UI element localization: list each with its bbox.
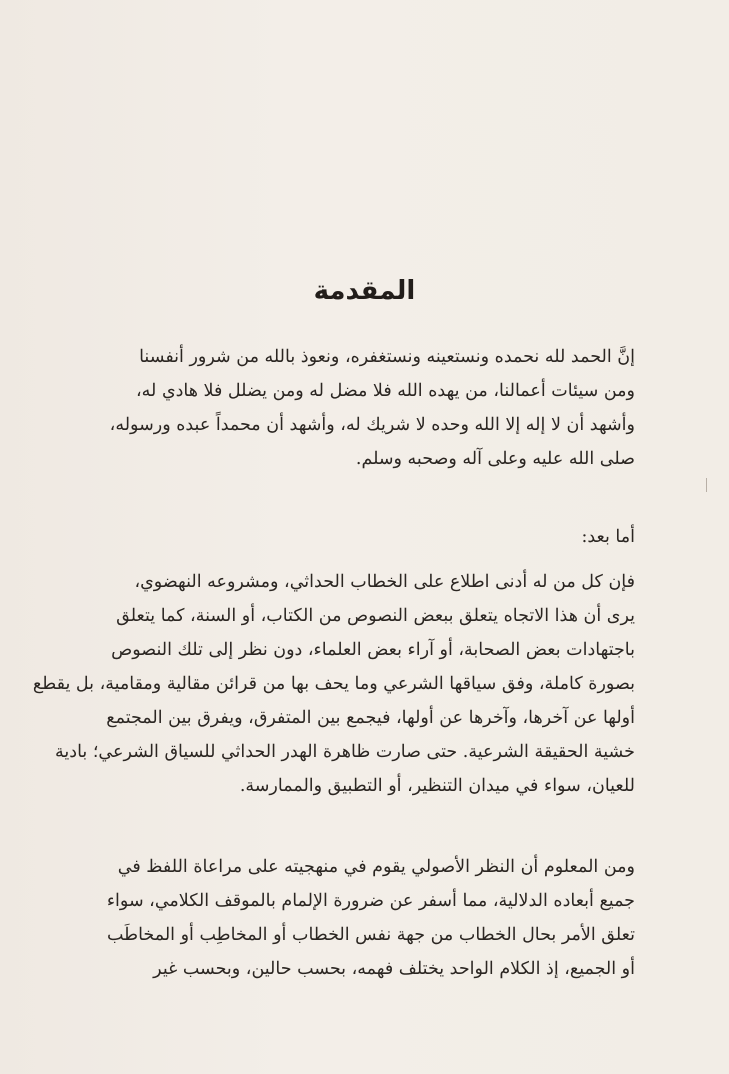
text-line: فإن كل من له أدنى اطلاع على الخطاب الحداثي، ومشروعه النهضوي، bbox=[134, 572, 635, 592]
paragraph-usuli-view bbox=[95, 850, 635, 986]
paragraph-modernist-discourse bbox=[32, 565, 635, 803]
text-line: يرى أن هذا الاتجاه يتعلق ببعض النصوص من الكتاب، أو السنة، كما يتعلق bbox=[116, 606, 635, 626]
page-edge-mark bbox=[706, 478, 707, 492]
text-line: للعيان، سواء في ميدان التنظير، أو التطبيق والممارسة. bbox=[239, 776, 635, 796]
text-line: خشية الحقيقة الشرعية. حتى صارت ظاهرة الهدر الحداثي للسياق الشرعي؛ بادية bbox=[55, 742, 635, 762]
text-line: إنَّ الحمد لله نحمده ونستعينه ونستغفره، ونعوذ بالله من شرور أنفسنا bbox=[139, 347, 635, 367]
text-line: جميع أبعاده الدلالية، مما أسفر عن ضرورة الإلمام بالموقف الكلامي، سواء bbox=[106, 891, 635, 911]
text-line: تعلق الأمر بحال الخطاب من جهة نفس الخطاب أو المخاطِب أو المخاطَب bbox=[106, 925, 635, 945]
text-line: باجتهادات بعض الصحابة، أو آراء بعض العلماء، دون نظر إلى تلك النصوص bbox=[111, 640, 635, 660]
text-line: أو الجميع، إذ الكلام الواحد يختلف فهمه، بحسب حالين، وبحسب غير bbox=[153, 959, 635, 979]
paragraph-ama-baad bbox=[95, 520, 635, 554]
text-line: أما بعد: bbox=[581, 527, 635, 547]
text-line: بصورة كاملة، وفق سياقها الشرعي وما يحف بها من قرائن مقالية ومقامية، بل يقطع bbox=[32, 674, 635, 694]
paragraph-opening bbox=[95, 340, 635, 476]
text-line: ومن سيئات أعمالنا، من يهده الله فلا مضل له ومن يضلل فلا هادي له، bbox=[136, 381, 635, 401]
text-line: صلى الله عليه وعلى آله وصحبه وسلم. bbox=[355, 449, 635, 469]
page-title: المقدمة bbox=[313, 276, 416, 306]
text-line: أولها عن آخرها، وآخرها عن أولها، فيجمع بين المتفرق، ويفرق بين المجتمع bbox=[106, 708, 635, 728]
text-line: وأشهد أن لا إله إلا الله وحده لا شريك له، وأشهد أن محمداً عبده ورسوله، bbox=[109, 415, 635, 435]
text-line: ومن المعلوم أن النظر الأصولي يقوم في منهجيته على مراعاة اللفظ في bbox=[117, 857, 635, 877]
